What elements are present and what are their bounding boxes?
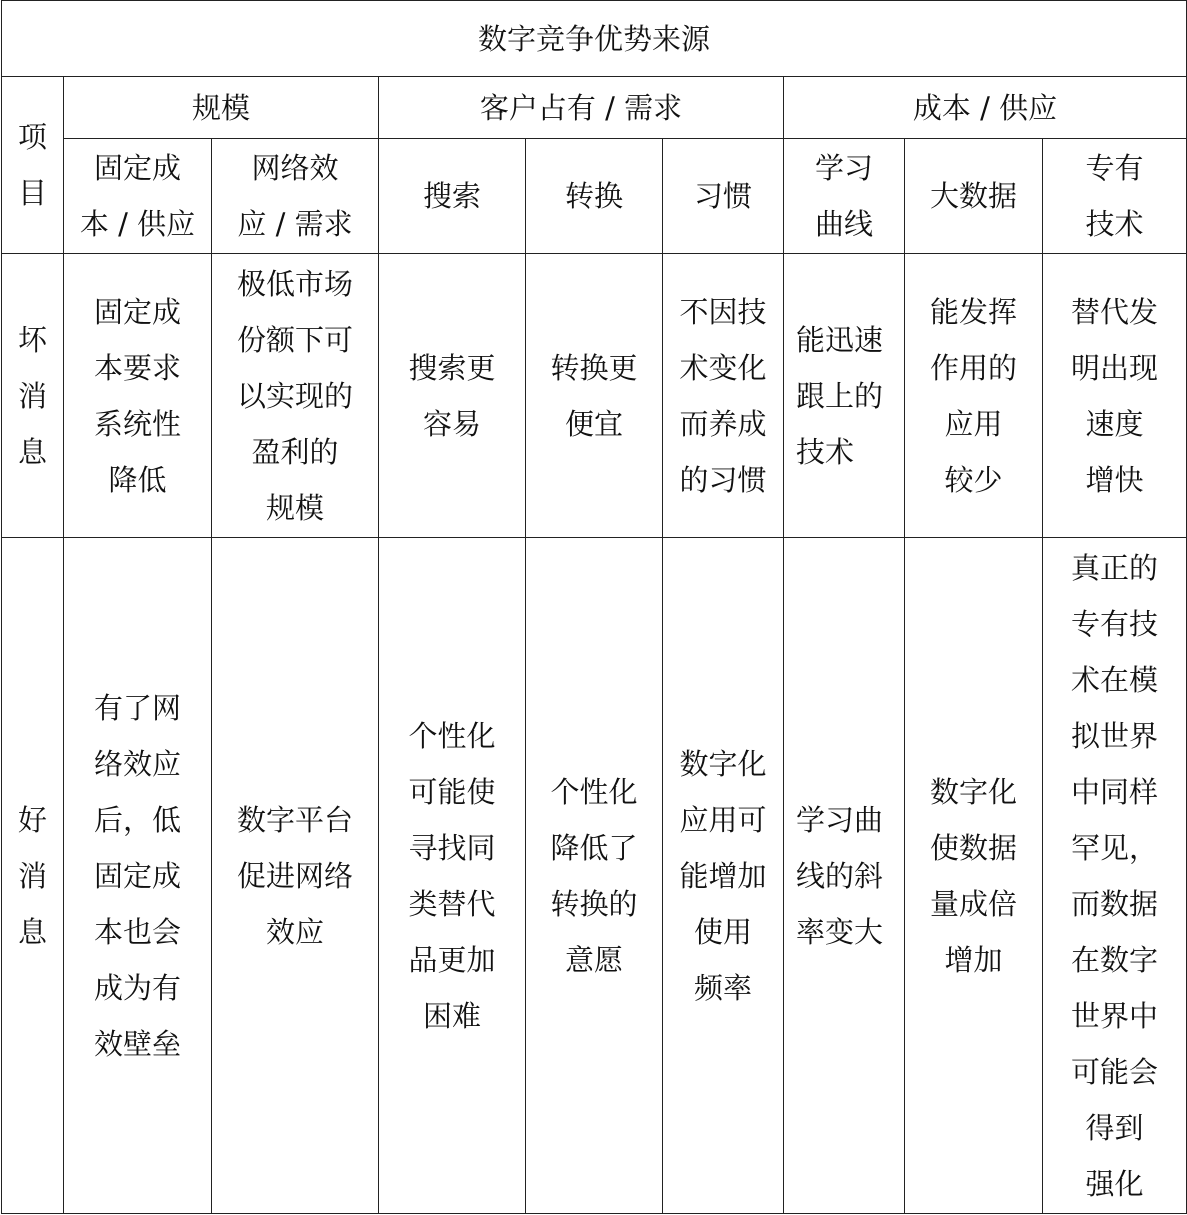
cell: 个性化 降低了 转换的 意愿 <box>526 538 663 1214</box>
cell: 真正的 专有技 术在模 拟世界 中同样 罕见， 而数据 在数字 世界中 可能会 得到 强化 <box>1043 538 1187 1214</box>
column-header-network-effect: 网络效 应 / 需求 <box>212 139 379 254</box>
cell: 数字化 应用可 能增加 使用 频率 <box>663 538 784 1214</box>
cell: 数字平台 促进网络 效应 <box>212 538 379 1214</box>
cell: 替代发 明出现 速度 增快 <box>1043 254 1187 538</box>
column-header-learning-curve: 学习 曲线 <box>784 139 905 254</box>
cell: 搜索更 容易 <box>379 254 526 538</box>
cell: 极低市场 份额下可 以实现的 盈利的 规模 <box>212 254 379 538</box>
group-header-scale: 规模 <box>64 77 379 139</box>
cell: 能迅速 跟上的 技术 <box>784 254 905 538</box>
column-header-search: 搜索 <box>379 139 526 254</box>
group-header-cost-supply: 成本 / 供应 <box>784 77 1187 139</box>
row-header-item: 项 目 <box>2 77 64 254</box>
table-title: 数字竞争优势来源 <box>2 1 1187 77</box>
column-header-switching: 转换 <box>526 139 663 254</box>
column-header-proprietary-tech: 专有 技术 <box>1043 139 1187 254</box>
column-header-fixed-cost: 固定成 本 / 供应 <box>64 139 212 254</box>
cell: 数字化 使数据 量成倍 增加 <box>905 538 1043 1214</box>
cell: 不因技 术变化 而养成 的习惯 <box>663 254 784 538</box>
column-header-big-data: 大数据 <box>905 139 1043 254</box>
cell: 有了网 络效应 后，低 固定成 本也会 成为有 效壁垒 <box>64 538 212 1214</box>
table-row-good-news <box>2 538 1187 1214</box>
cell: 转换更 便宜 <box>526 254 663 538</box>
cell: 学习曲 线的斜 率变大 <box>784 538 905 1214</box>
cell: 固定成 本要求 系统性 降低 <box>64 254 212 538</box>
column-header-habit: 习惯 <box>663 139 784 254</box>
cell: 个性化 可能使 寻找同 类替代 品更加 困难 <box>379 538 526 1214</box>
cell: 能发挥 作用的 应用 较少 <box>905 254 1043 538</box>
group-header-customer-demand: 客户占有 / 需求 <box>379 77 784 139</box>
competitive-advantage-table <box>1 0 1187 1214</box>
table-row-bad-news <box>2 254 1187 538</box>
row-label-bad-news: 坏 消 息 <box>2 254 64 538</box>
row-label-good-news: 好 消 息 <box>2 538 64 1214</box>
